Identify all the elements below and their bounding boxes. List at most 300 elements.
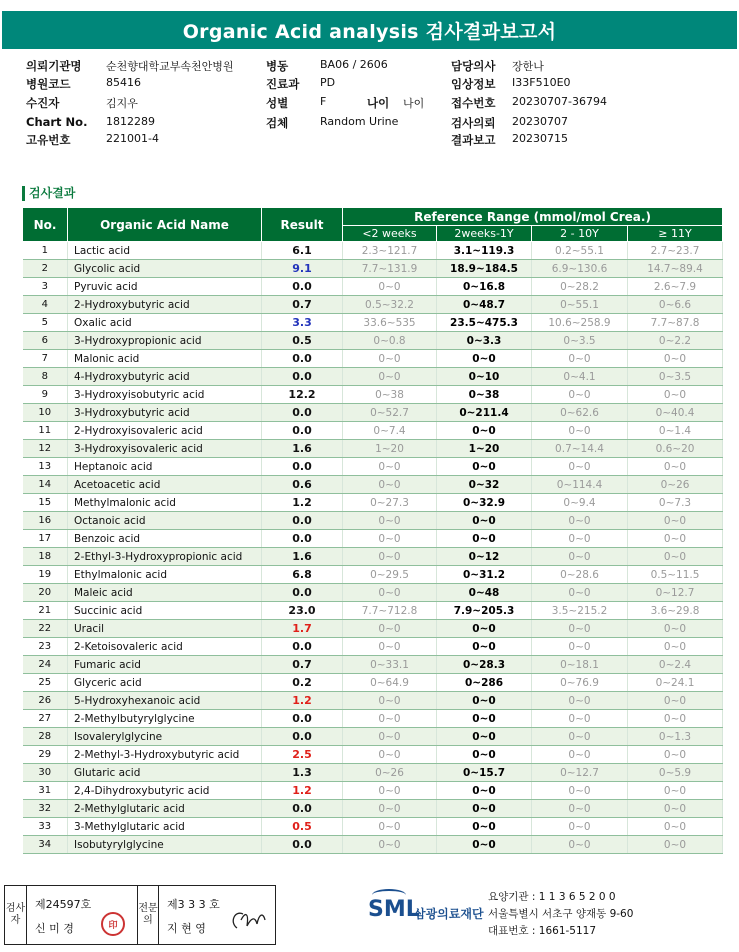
row-range-2-10y: 0~28.2 <box>532 278 628 296</box>
row-range-2w1y: 0~16.8 <box>437 278 532 296</box>
row-result: 0.0 <box>262 350 343 368</box>
row-result: 1.7 <box>262 620 343 638</box>
row-range-2w1y: 0~0 <box>437 512 532 530</box>
row-range-ge11y: 0~0 <box>628 350 723 368</box>
header-no: No. <box>23 208 68 242</box>
table-row <box>23 476 723 494</box>
header-range-4: ≥ 11Y <box>628 226 723 242</box>
value-chart-no: 1812289 <box>106 115 155 128</box>
label-collector: 수진자 <box>26 96 60 110</box>
row-range-2w1y: 0~0 <box>437 728 532 746</box>
row-acid-name: Succinic acid <box>68 602 262 620</box>
value-age: 나이 <box>403 97 425 110</box>
row-range-ge11y: 0~0 <box>628 818 723 836</box>
row-no: 23 <box>23 638 68 656</box>
reviewer-signature <box>227 908 267 934</box>
row-acid-name: 3-Hydroxybutyric acid <box>68 404 262 422</box>
table-row <box>23 368 723 386</box>
row-range-lt2w: 0~0 <box>343 800 437 818</box>
row-no: 22 <box>23 620 68 638</box>
row-range-2-10y: 0~0 <box>532 422 628 440</box>
row-range-2w1y: 0~286 <box>437 674 532 692</box>
row-range-ge11y: 0~2.2 <box>628 332 723 350</box>
row-range-2-10y: 0~0 <box>532 710 628 728</box>
row-range-ge11y: 0~5.9 <box>628 764 723 782</box>
row-range-lt2w: 0~64.9 <box>343 674 437 692</box>
row-no: 6 <box>23 332 68 350</box>
row-result: 0.0 <box>262 404 343 422</box>
label-unique-no: 고유번호 <box>26 133 71 147</box>
table-row <box>23 836 723 854</box>
row-range-2w1y: 0~0 <box>437 350 532 368</box>
row-result: 0.5 <box>262 332 343 350</box>
row-range-lt2w: 0~27.3 <box>343 494 437 512</box>
row-range-lt2w: 0~0 <box>343 638 437 656</box>
row-no: 11 <box>23 422 68 440</box>
label-receipt-no: 접수번호 <box>451 96 496 110</box>
row-acid-name: 2-Hydroxyisovaleric acid <box>68 422 262 440</box>
row-no: 14 <box>23 476 68 494</box>
row-acid-name: 2-Hydroxybutyric acid <box>68 296 262 314</box>
row-acid-name: Ethylmalonic acid <box>68 566 262 584</box>
table-row <box>23 278 723 296</box>
table-row <box>23 548 723 566</box>
row-range-2-10y: 0~18.1 <box>532 656 628 674</box>
row-range-lt2w: 0~0.8 <box>343 332 437 350</box>
row-no: 2 <box>23 260 68 278</box>
row-range-lt2w: 0~7.4 <box>343 422 437 440</box>
header-range-2: 2weeks-1Y <box>437 226 532 242</box>
row-no: 29 <box>23 746 68 764</box>
row-range-lt2w: 0~26 <box>343 764 437 782</box>
table-row <box>23 602 723 620</box>
footer <box>4 885 735 947</box>
value-hospital-code: 85416 <box>106 76 141 89</box>
row-acid-name: Isobutyrylglycine <box>68 836 262 854</box>
row-range-ge11y: 0~3.5 <box>628 368 723 386</box>
row-range-2w1y: 0~211.4 <box>437 404 532 422</box>
value-unique-no: 221001-4 <box>106 132 159 145</box>
table-row <box>23 440 723 458</box>
row-range-lt2w: 0~0 <box>343 368 437 386</box>
results-table <box>22 207 723 854</box>
row-range-ge11y: 7.7~87.8 <box>628 314 723 332</box>
row-range-ge11y: 0~0 <box>628 692 723 710</box>
row-range-lt2w: 0~0 <box>343 710 437 728</box>
row-acid-name: 2-Methylbutyrylglycine <box>68 710 262 728</box>
row-result: 0.5 <box>262 818 343 836</box>
row-range-lt2w: 0~0 <box>343 584 437 602</box>
row-range-ge11y: 0~0 <box>628 710 723 728</box>
row-result: 2.5 <box>262 746 343 764</box>
row-range-ge11y: 0~0 <box>628 530 723 548</box>
row-no: 1 <box>23 242 68 260</box>
row-range-ge11y: 2.7~23.7 <box>628 242 723 260</box>
row-range-2-10y: 0~0 <box>532 386 628 404</box>
row-result: 1.2 <box>262 494 343 512</box>
row-range-ge11y: 0~6.6 <box>628 296 723 314</box>
row-range-2-10y: 10.6~258.9 <box>532 314 628 332</box>
row-range-2-10y: 0~0 <box>532 692 628 710</box>
row-range-lt2w: 0~0 <box>343 620 437 638</box>
row-range-2-10y: 0~0 <box>532 746 628 764</box>
row-range-ge11y: 14.7~89.4 <box>628 260 723 278</box>
row-range-ge11y: 0~0 <box>628 620 723 638</box>
row-result: 0.7 <box>262 296 343 314</box>
row-range-ge11y: 0~0 <box>628 458 723 476</box>
row-range-lt2w: 0~52.7 <box>343 404 437 422</box>
reviewer-name: 지 현 영 <box>167 922 206 935</box>
table-row <box>23 728 723 746</box>
row-range-2w1y: 0~48 <box>437 584 532 602</box>
row-range-2w1y: 0~28.3 <box>437 656 532 674</box>
row-range-2-10y: 0.7~14.4 <box>532 440 628 458</box>
row-range-2-10y: 0~0 <box>532 728 628 746</box>
value-report-date: 20230715 <box>512 132 568 145</box>
row-result: 0.7 <box>262 656 343 674</box>
row-acid-name: Glyceric acid <box>68 674 262 692</box>
row-range-lt2w: 0~0 <box>343 512 437 530</box>
row-range-2-10y: 0~4.1 <box>532 368 628 386</box>
org-phone: 대표번호 : 1661-5117 <box>488 925 597 937</box>
row-range-2w1y: 0~0 <box>437 422 532 440</box>
row-range-lt2w: 0.5~32.2 <box>343 296 437 314</box>
row-acid-name: 4-Hydroxybutyric acid <box>68 368 262 386</box>
row-result: 1.2 <box>262 782 343 800</box>
table-row <box>23 260 723 278</box>
row-range-ge11y: 0~7.3 <box>628 494 723 512</box>
value-collector: 김지우 <box>106 97 138 110</box>
row-result: 3.3 <box>262 314 343 332</box>
row-range-ge11y: 3.6~29.8 <box>628 602 723 620</box>
row-acid-name: 2,4-Dihydroxybutyric acid <box>68 782 262 800</box>
row-acid-name: Oxalic acid <box>68 314 262 332</box>
row-range-lt2w: 0~0 <box>343 746 437 764</box>
row-range-2-10y: 0~62.6 <box>532 404 628 422</box>
row-range-2w1y: 0~38 <box>437 386 532 404</box>
row-result: 0.0 <box>262 368 343 386</box>
row-range-lt2w: 7.7~131.9 <box>343 260 437 278</box>
table-row <box>23 458 723 476</box>
row-range-2-10y: 0~0 <box>532 512 628 530</box>
row-range-2-10y: 0.2~55.1 <box>532 242 628 260</box>
row-range-2-10y: 6.9~130.6 <box>532 260 628 278</box>
row-result: 0.0 <box>262 800 343 818</box>
patient-info <box>0 56 739 148</box>
row-no: 18 <box>23 548 68 566</box>
row-acid-name: 2-Ketoisovaleric acid <box>68 638 262 656</box>
row-range-2w1y: 0~3.3 <box>437 332 532 350</box>
tester-label: 검사자 <box>5 886 27 944</box>
row-range-2w1y: 0~12 <box>437 548 532 566</box>
row-acid-name: 3-Hydroxyisovaleric acid <box>68 440 262 458</box>
row-range-2-10y: 0~0 <box>532 818 628 836</box>
row-range-2w1y: 0~0 <box>437 800 532 818</box>
row-range-2w1y: 7.9~205.3 <box>437 602 532 620</box>
row-range-ge11y: 0~0 <box>628 836 723 854</box>
table-row <box>23 350 723 368</box>
label-institution: 의뢰기관명 <box>26 59 82 73</box>
row-result: 1.6 <box>262 440 343 458</box>
table-row <box>23 296 723 314</box>
label-sex: 성별 <box>266 96 289 110</box>
row-range-2w1y: 0~0 <box>437 782 532 800</box>
row-range-2-10y: 0~0 <box>532 548 628 566</box>
section-title: 검사결과 <box>22 186 75 201</box>
row-range-2w1y: 0~32 <box>437 476 532 494</box>
row-range-2w1y: 1~20 <box>437 440 532 458</box>
row-range-lt2w: 33.6~535 <box>343 314 437 332</box>
row-result: 0.0 <box>262 278 343 296</box>
row-acid-name: 3-Hydroxypropionic acid <box>68 332 262 350</box>
row-range-lt2w: 0~0 <box>343 476 437 494</box>
row-range-lt2w: 0~0 <box>343 728 437 746</box>
row-result: 0.6 <box>262 476 343 494</box>
row-no: 5 <box>23 314 68 332</box>
row-range-2w1y: 23.5~475.3 <box>437 314 532 332</box>
row-range-2-10y: 0~0 <box>532 620 628 638</box>
org-logo-mark: SML <box>368 897 420 922</box>
row-result: 1.2 <box>262 692 343 710</box>
table-row <box>23 512 723 530</box>
table-row <box>23 422 723 440</box>
row-result: 0.2 <box>262 674 343 692</box>
row-acid-name: Lactic acid <box>68 242 262 260</box>
row-range-2-10y: 0~0 <box>532 638 628 656</box>
table-row <box>23 800 723 818</box>
row-range-2w1y: 0~15.7 <box>437 764 532 782</box>
row-result: 0.0 <box>262 638 343 656</box>
table-row <box>23 674 723 692</box>
row-range-ge11y: 0~1.3 <box>628 728 723 746</box>
header-range-3: 2 - 10Y <box>532 226 628 242</box>
table-row <box>23 692 723 710</box>
row-no: 20 <box>23 584 68 602</box>
row-acid-name: Malonic acid <box>68 350 262 368</box>
row-no: 27 <box>23 710 68 728</box>
header-name: Organic Acid Name <box>68 208 262 242</box>
row-range-2-10y: 0~114.4 <box>532 476 628 494</box>
row-result: 6.1 <box>262 242 343 260</box>
header-range-1: <2 weeks <box>343 226 437 242</box>
value-sex: F <box>320 95 327 108</box>
row-range-ge11y: 0~26 <box>628 476 723 494</box>
org-code: 요양기관 : 1 1 3 6 5 2 0 0 <box>488 891 616 903</box>
row-range-2w1y: 18.9~184.5 <box>437 260 532 278</box>
value-doctor: 장한나 <box>512 60 544 73</box>
row-range-2w1y: 0~0 <box>437 836 532 854</box>
row-range-2-10y: 0~28.6 <box>532 566 628 584</box>
table-row <box>23 314 723 332</box>
table-row <box>23 656 723 674</box>
row-result: 0.0 <box>262 710 343 728</box>
row-range-2w1y: 0~10 <box>437 368 532 386</box>
tester-license: 제24597호 <box>35 898 92 911</box>
table-row <box>23 332 723 350</box>
row-no: 17 <box>23 530 68 548</box>
row-range-2-10y: 0~0 <box>532 458 628 476</box>
row-range-2-10y: 0~0 <box>532 836 628 854</box>
tester-name: 신 미 경 <box>35 922 74 935</box>
label-age: 나이 <box>367 96 390 110</box>
row-acid-name: 2-Methylglutaric acid <box>68 800 262 818</box>
row-range-2w1y: 0~0 <box>437 710 532 728</box>
value-request-date: 20230707 <box>512 115 568 128</box>
row-range-lt2w: 0~38 <box>343 386 437 404</box>
row-range-2w1y: 0~0 <box>437 458 532 476</box>
row-range-2w1y: 0~32.9 <box>437 494 532 512</box>
row-result: 0.0 <box>262 512 343 530</box>
row-range-lt2w: 0~0 <box>343 782 437 800</box>
row-acid-name: Acetoacetic acid <box>68 476 262 494</box>
row-range-2-10y: 0~0 <box>532 584 628 602</box>
row-acid-name: Glycolic acid <box>68 260 262 278</box>
row-range-2w1y: 0~0 <box>437 620 532 638</box>
row-range-lt2w: 7.7~712.8 <box>343 602 437 620</box>
row-no: 19 <box>23 566 68 584</box>
label-clinical-info: 임상정보 <box>451 77 496 91</box>
row-range-lt2w: 0~0 <box>343 692 437 710</box>
row-range-ge11y: 0~0 <box>628 638 723 656</box>
row-no: 16 <box>23 512 68 530</box>
row-acid-name: 2-Ethyl-3-Hydroxypropionic acid <box>68 548 262 566</box>
row-range-ge11y: 0.5~11.5 <box>628 566 723 584</box>
table-row <box>23 818 723 836</box>
value-department: PD <box>320 76 336 89</box>
row-result: 1.6 <box>262 548 343 566</box>
row-no: 32 <box>23 800 68 818</box>
row-acid-name: Heptanoic acid <box>68 458 262 476</box>
label-hospital-code: 병원코드 <box>26 77 71 91</box>
table-row <box>23 530 723 548</box>
row-result: 0.0 <box>262 422 343 440</box>
row-range-ge11y: 0~0 <box>628 386 723 404</box>
value-receipt-no: 20230707-36794 <box>512 95 607 108</box>
row-range-2-10y: 0~0 <box>532 350 628 368</box>
table-row <box>23 494 723 512</box>
org-address: 서울특별시 서초구 양재동 9-60 <box>488 908 634 920</box>
row-range-2w1y: 0~0 <box>437 746 532 764</box>
row-acid-name: Methylmalonic acid <box>68 494 262 512</box>
row-range-ge11y: 0~0 <box>628 548 723 566</box>
table-row <box>23 764 723 782</box>
report-title: Organic Acid analysis 검사결과보고서 <box>2 11 737 49</box>
row-no: 12 <box>23 440 68 458</box>
signature-box <box>4 885 276 945</box>
value-clinical-info: I33F510E0 <box>512 76 571 89</box>
table-row <box>23 746 723 764</box>
row-no: 25 <box>23 674 68 692</box>
row-acid-name: 2-Methyl-3-Hydroxybutyric acid <box>68 746 262 764</box>
value-ward: BA06 / 2606 <box>320 58 388 71</box>
row-range-2w1y: 3.1~119.3 <box>437 242 532 260</box>
row-result: 9.1 <box>262 260 343 278</box>
row-no: 26 <box>23 692 68 710</box>
row-acid-name: Glutaric acid <box>68 764 262 782</box>
table-row <box>23 566 723 584</box>
row-acid-name: Isovalerylglycine <box>68 728 262 746</box>
row-result: 23.0 <box>262 602 343 620</box>
row-range-2-10y: 0~0 <box>532 782 628 800</box>
row-result: 12.2 <box>262 386 343 404</box>
row-no: 7 <box>23 350 68 368</box>
row-no: 28 <box>23 728 68 746</box>
row-range-2w1y: 0~0 <box>437 530 532 548</box>
header-reference: Reference Range (mmol/mol Crea.) <box>343 208 723 226</box>
row-result: 0.0 <box>262 728 343 746</box>
row-range-ge11y: 0.6~20 <box>628 440 723 458</box>
row-range-ge11y: 0~24.1 <box>628 674 723 692</box>
row-range-2w1y: 0~31.2 <box>437 566 532 584</box>
row-acid-name: Uracil <box>68 620 262 638</box>
row-range-lt2w: 0~0 <box>343 818 437 836</box>
table-row <box>23 404 723 422</box>
row-range-2-10y: 0~9.4 <box>532 494 628 512</box>
row-no: 4 <box>23 296 68 314</box>
row-range-lt2w: 0~0 <box>343 530 437 548</box>
row-no: 30 <box>23 764 68 782</box>
label-department: 진료과 <box>266 77 300 91</box>
row-range-2-10y: 3.5~215.2 <box>532 602 628 620</box>
row-no: 31 <box>23 782 68 800</box>
label-report-date: 결과보고 <box>451 133 496 147</box>
row-range-ge11y: 2.6~7.9 <box>628 278 723 296</box>
row-range-lt2w: 2.3~121.7 <box>343 242 437 260</box>
value-institution: 순천향대학교부속천안병원 <box>106 60 234 73</box>
org-name: 삼광의료재단 <box>414 907 484 921</box>
table-row <box>23 638 723 656</box>
row-result: 0.0 <box>262 458 343 476</box>
row-range-lt2w: 0~29.5 <box>343 566 437 584</box>
row-range-2-10y: 0~12.7 <box>532 764 628 782</box>
row-no: 9 <box>23 386 68 404</box>
row-range-2-10y: 0~0 <box>532 530 628 548</box>
tester-stamp: 印 <box>101 912 125 936</box>
label-doctor: 담당의사 <box>451 59 496 73</box>
value-specimen: Random Urine <box>320 115 399 128</box>
row-acid-name: 3-Hydroxyisobutyric acid <box>68 386 262 404</box>
row-range-ge11y: 0~0 <box>628 800 723 818</box>
label-specimen: 검체 <box>266 116 289 130</box>
row-range-lt2w: 0~0 <box>343 458 437 476</box>
row-range-lt2w: 0~0 <box>343 350 437 368</box>
row-acid-name: Maleic acid <box>68 584 262 602</box>
row-acid-name: Benzoic acid <box>68 530 262 548</box>
row-range-2-10y: 0~3.5 <box>532 332 628 350</box>
label-chart-no: Chart No. <box>26 115 88 129</box>
row-range-2w1y: 0~0 <box>437 692 532 710</box>
row-range-2-10y: 0~55.1 <box>532 296 628 314</box>
row-no: 34 <box>23 836 68 854</box>
row-no: 15 <box>23 494 68 512</box>
row-range-2-10y: 0~0 <box>532 800 628 818</box>
table-row <box>23 584 723 602</box>
table-row <box>23 620 723 638</box>
header-result: Result <box>262 208 343 242</box>
row-range-ge11y: 0~0 <box>628 782 723 800</box>
label-request-date: 검사의뢰 <box>451 116 496 130</box>
row-range-lt2w: 0~0 <box>343 548 437 566</box>
row-range-ge11y: 0~12.7 <box>628 584 723 602</box>
row-result: 1.3 <box>262 764 343 782</box>
row-no: 3 <box>23 278 68 296</box>
row-no: 21 <box>23 602 68 620</box>
row-range-ge11y: 0~2.4 <box>628 656 723 674</box>
row-result: 0.0 <box>262 584 343 602</box>
row-no: 10 <box>23 404 68 422</box>
row-no: 24 <box>23 656 68 674</box>
row-range-2-10y: 0~76.9 <box>532 674 628 692</box>
